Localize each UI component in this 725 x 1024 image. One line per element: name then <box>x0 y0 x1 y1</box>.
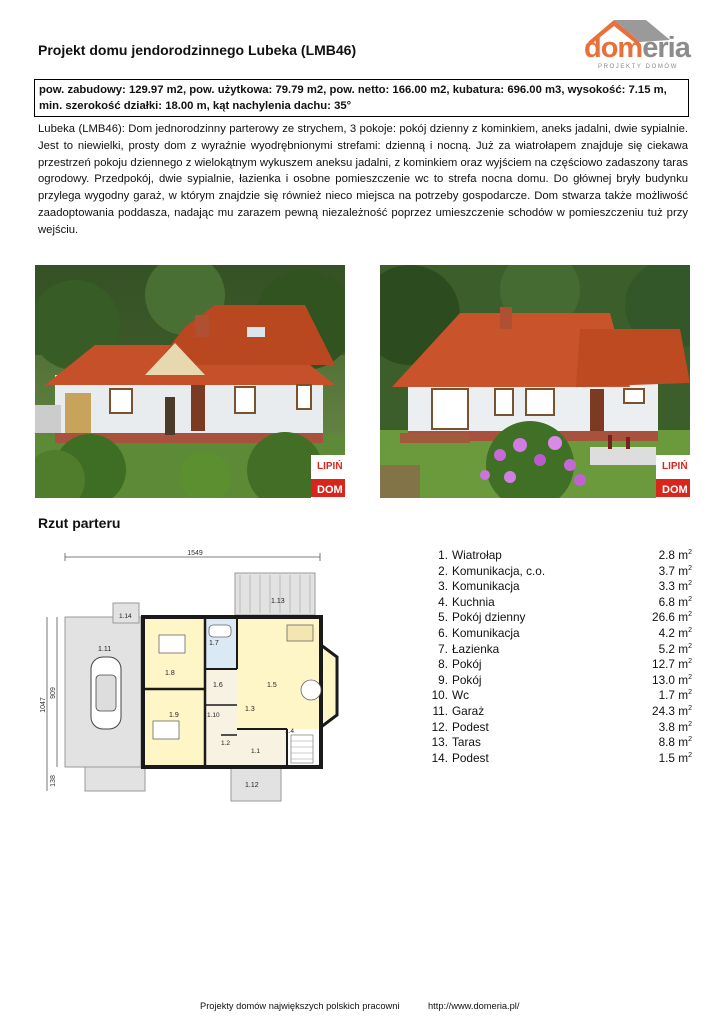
label-1-8: 1.8 <box>165 670 175 677</box>
label-1-5: 1.5 <box>267 682 277 689</box>
list-item: 3. Komunikacja 3.3 $m^2$ <box>438 579 692 594</box>
logo-wordmark: domeria <box>584 32 690 64</box>
specs-box: pow. zabudowy: 129.97 m2, pow. użytkowa: 79.79 m2, pow. netto: 166.00 m2, kubatura: 696.00 m3, wysokość: 7.15 m, min. szerokość działki: 18.00 m, kąt nachylenia dachu: 35° <box>34 79 689 117</box>
label-1-10: 1.10 <box>207 712 220 719</box>
dim-porch: 138 <box>50 775 57 787</box>
label-1-7: 1.7 <box>209 640 219 647</box>
label-1-6: 1.6 <box>213 682 223 689</box>
label-1-9: 1.9 <box>169 712 179 719</box>
watermark-top: LIPIŃ <box>317 461 343 472</box>
watermark-bottom: DOM <box>317 484 343 496</box>
label-1-14: 1.14 <box>119 613 132 620</box>
list-item: 1. Wiatrołap 2.8 $m^2$ <box>438 548 692 562</box>
list-item: 11. Garaż 24.3 $m^2$ <box>432 703 692 718</box>
dim-width: 1549 <box>187 550 203 557</box>
list-item: 9. Pokój 13.0 $m^2$ <box>438 672 692 687</box>
label-1-1: 1.1 <box>251 748 261 755</box>
label-1-11: 1.11 <box>98 646 112 653</box>
dim-depth-total: 1047 <box>40 697 47 713</box>
list-item: 4. Kuchnia 6.8 $m^2$ <box>438 594 692 609</box>
list-item: 5. Pokój dzienny 26.6 $m^2$ <box>438 610 692 625</box>
room-list <box>428 548 692 766</box>
label-1-12: 1.12 <box>245 782 259 789</box>
list-item: 13. Taras 8.8 $m^2$ <box>431 735 692 750</box>
floor-plan <box>35 545 345 817</box>
list-item: 14. Podest 1.5 $m^2$ <box>431 750 692 765</box>
page-title: Projekt domu jendorodzinnego Lubeka (LMB46) <box>38 42 357 58</box>
label-1-13: 1.13 <box>271 598 285 605</box>
list-item: 2. Komunikacja, c.o. 3.7 $m^2$ <box>438 563 692 578</box>
list-item: 10. Wc 1.7 $m^2$ <box>431 688 692 703</box>
label-1-4: 1.4 <box>285 728 295 735</box>
footer-text: Projekty domów największych polskich pracowni <box>200 1001 400 1011</box>
label-1-2: 1.2 <box>221 740 231 747</box>
logo-subtitle: PROJEKTY DOMÓW <box>598 64 678 70</box>
list-item: 7. Łazienka 5.2 $m^2$ <box>438 641 692 656</box>
list-item: 12. Podest 3.8 $m^2$ <box>431 719 692 734</box>
description: Lubeka (LMB46): Dom jednorodzinny parterowy ze strychem, 3 pokoje: pokój dzienny z kominkiem, aneks jadalni, dwie sypialnie. Jest to niewielki, prosty dom z wyraźnie wyodrębnionymi strefami: dzienną i nocną. Już za wiatrołapem znajduje się ciekawa przestrzeń pokoju dziennego z wielokątnym wykuszem aneksu jadalni, z kominkiem oraz wyjściem na częściowo zadaszony taras ogrodowy. Przedpokój, dwie sypialnie, łazienka i osobne pomieszczenie wc to strefa nocna domu. Do głównej bryły budynku przylega wygodny garaż, w którym znajdzie się również nieco miejsca na potrzeby gospodarcze. Dom stwarza także możliwość zaadoptowania poddasza, nadając mu zarazem pewną niezależność poprzez umieszczenie schodów w pomieszczeniu tuż przy wejściu. <box>38 123 688 236</box>
floor-plan-title: Rzut parteru <box>38 515 121 531</box>
list-item: 6. Komunikacja 4.2 $m^2$ <box>438 625 692 640</box>
watermark-top: LIPIŃ <box>662 461 688 472</box>
house-front-photo <box>35 265 345 498</box>
label-1-3: 1.3 <box>245 706 255 713</box>
watermark-bottom: DOM <box>662 484 688 496</box>
domeria-logo[interactable] <box>584 18 694 68</box>
house-back-photo <box>380 265 690 498</box>
dim-depth: 909 <box>50 687 57 699</box>
footer-link[interactable]: http://www.domeria.pl/ <box>428 1001 520 1011</box>
list-item: 8. Pokój 12.7 $m^2$ <box>438 657 692 672</box>
